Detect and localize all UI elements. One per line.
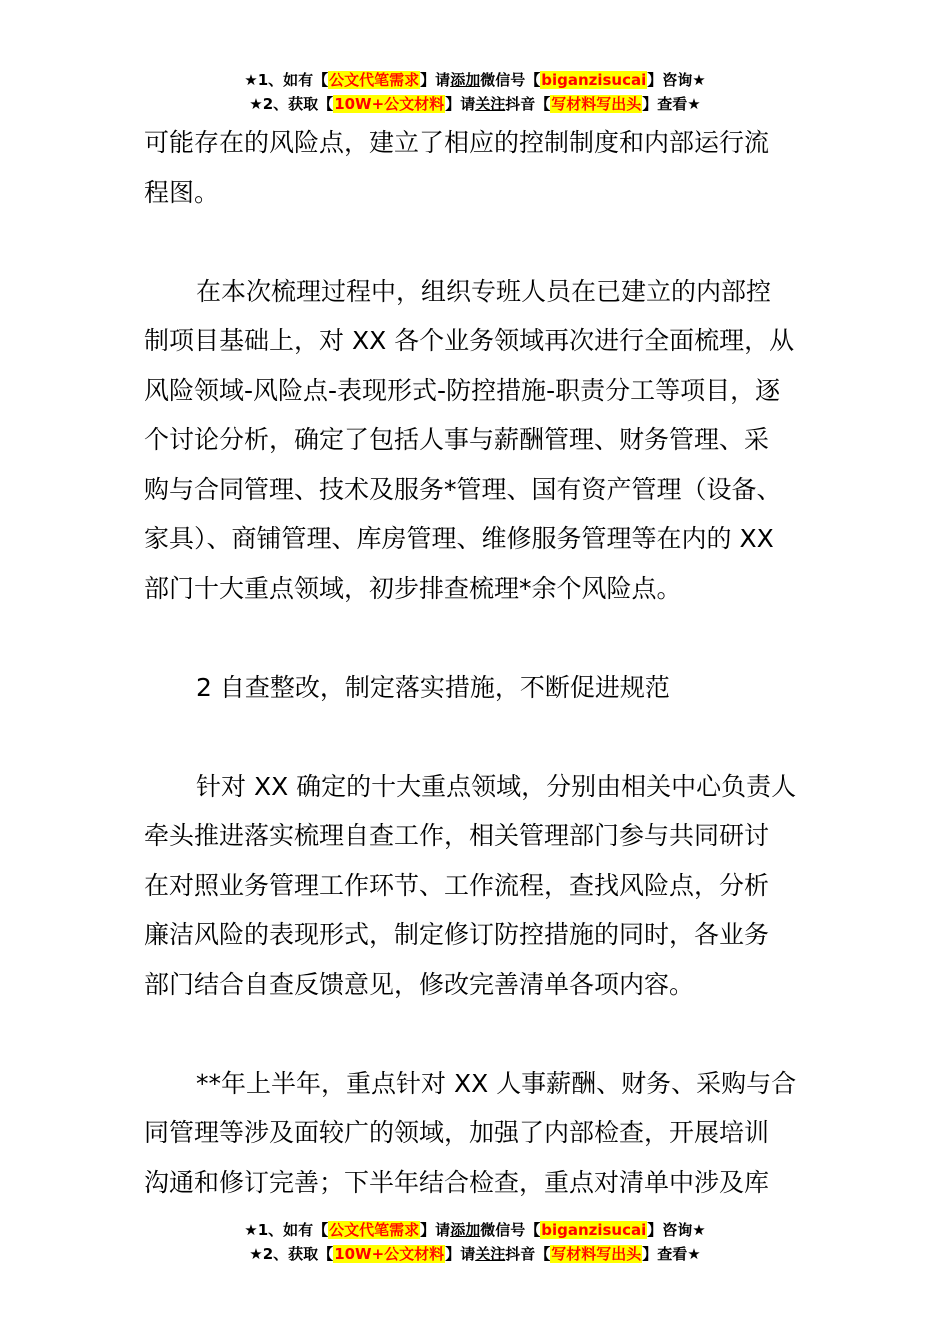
banner-text: 】请	[445, 1245, 476, 1263]
text-line: 可能存在的风险点，建立了相应的控制制度和内部运行流	[144, 128, 770, 157]
text-line: **年上半年，重点针对 XX 人事薪酬、财务、采购与合	[196, 1068, 797, 1098]
text-line: 购与合同管理、技术及服务*管理、国有资产管理（设备、	[144, 474, 782, 504]
header-banner	[0, 68, 950, 116]
banner-text: 】查看★	[642, 1245, 701, 1263]
banner-text: 抖音【	[505, 1245, 551, 1263]
footer-banner	[0, 1218, 950, 1266]
banner-highlight: 10W+公文材料	[334, 95, 445, 113]
banner-line-1	[0, 1218, 950, 1242]
paragraph	[144, 1059, 814, 1208]
text-line: 部门结合自查反馈意见，修改完善清单各项内容。	[144, 969, 695, 999]
text-line: 针对 XX 确定的十大重点领域，分别由相关中心负责人	[196, 771, 797, 801]
text-line: 廉洁风险的表现形式，制定修订防控措施的同时，各业务	[144, 920, 770, 949]
banner-highlight: 写材料写出头	[551, 1245, 642, 1263]
banner-line-1	[0, 68, 950, 92]
banner-highlight: 写材料写出头	[551, 95, 642, 113]
banner-text: ★2、获取【	[249, 1245, 334, 1263]
banner-text: 抖音【	[505, 95, 551, 113]
document-body	[144, 118, 814, 1207]
banner-text: 】请	[420, 71, 451, 89]
banner-emphasis: 关注	[475, 1245, 506, 1263]
banner-text: 】请	[445, 95, 476, 113]
text-line: 沟通和修订完善；下半年结合检查，重点对清单中涉及库	[144, 1167, 770, 1197]
section-heading	[144, 663, 814, 713]
banner-emphasis: 添加	[450, 1221, 481, 1239]
banner-highlight: 公文代笔需求	[329, 1221, 420, 1239]
banner-text: 】咨询★	[647, 1221, 706, 1239]
banner-highlight: 10W+公文材料	[334, 1245, 445, 1263]
text-line: 在对照业务管理工作环节、工作流程，查找风险点，分析	[144, 870, 770, 900]
text-line: 同管理等涉及面较广的领域，加强了内部检查，开展培训	[144, 1118, 770, 1147]
text-line: 2 自查整改，制定落实措施，不断促进规范	[196, 672, 670, 702]
paragraph	[144, 267, 814, 614]
text-line: 家具）、商铺管理、库房管理、维修服务管理等在内的 XX	[144, 524, 774, 553]
banner-text: ★1、如有【	[244, 71, 329, 89]
banner-text: 】查看★	[642, 95, 701, 113]
text-line: 在本次梳理过程中，组织专班人员在已建立的内部控	[196, 276, 772, 306]
text-line: 部门十大重点领域，初步排查梳理*余个风险点。	[144, 573, 682, 603]
paragraph	[144, 118, 814, 217]
text-line: 牵头推进落实梳理自查工作，相关管理部门参与共同研讨	[144, 821, 770, 850]
banner-line-2	[0, 92, 950, 116]
banner-highlight: 公文代笔需求	[329, 71, 420, 89]
banner-text: ★1、如有【	[244, 1221, 329, 1239]
banner-emphasis: 关注	[475, 95, 506, 113]
text-line: 风险领域-风险点-表现形式-防控措施-职责分工等项目，逐	[144, 375, 781, 405]
text-line: 制项目基础上，对 XX 各个业务领域再次进行全面梳理，从	[144, 326, 795, 355]
banner-text: 】请	[420, 1221, 451, 1239]
banner-emphasis: 添加	[450, 71, 481, 89]
text-line: 程图。	[144, 177, 220, 207]
banner-line-2	[0, 1242, 950, 1266]
text-line: 个讨论分析，确定了包括人事与薪酬管理、财务管理、采	[144, 425, 770, 454]
banner-text: ★2、获取【	[249, 95, 334, 113]
banner-highlight: biganzisucai	[541, 71, 647, 89]
banner-text: 】咨询★	[647, 71, 706, 89]
banner-highlight: biganzisucai	[541, 1221, 647, 1239]
banner-text: 微信号【	[480, 71, 541, 89]
paragraph	[144, 762, 814, 1010]
banner-text: 微信号【	[480, 1221, 541, 1239]
